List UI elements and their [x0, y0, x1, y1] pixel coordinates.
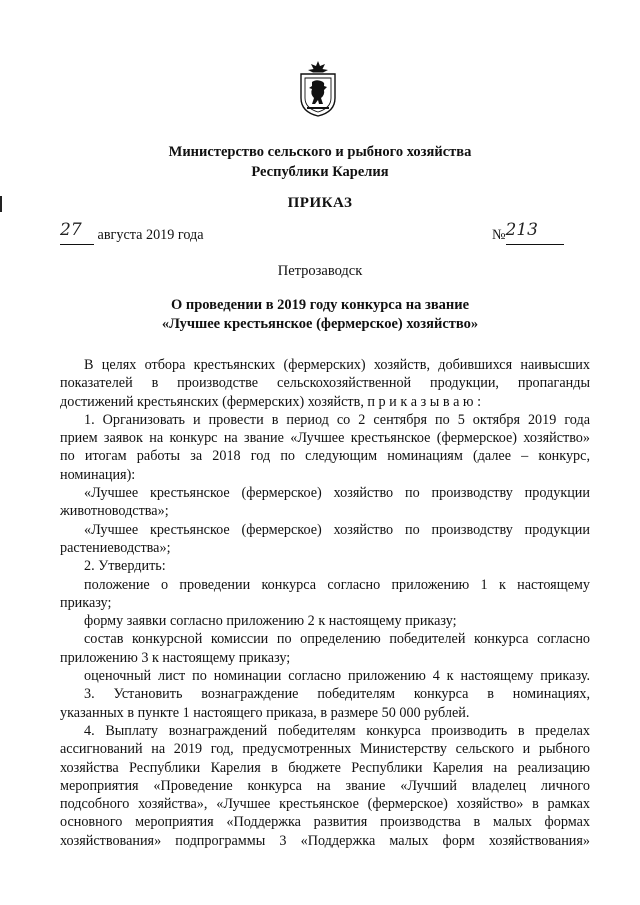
- body-line: подсобного хозяйства», «Лучшее крестьянское (фермерское) хозяйство» в рамках: [60, 796, 590, 813]
- body-line: показателей в производстве сельскохозяйственной продукции, пропаганды: [60, 375, 590, 392]
- body-line: «Лучшее крестьянское (фермерское) хозяйство по производству продукции: [84, 485, 590, 502]
- body-line: состав конкурсной комиссии по определению победителей конкурса согласно: [84, 631, 590, 648]
- body-line: хозяйствования» подпрограммы 3 «Поддержка малых форм хозяйствования»: [60, 832, 590, 849]
- order-number: [492, 220, 564, 245]
- ministry-name: [0, 142, 640, 182]
- number-sign: №: [492, 227, 506, 243]
- ministry-name-line1: Министерство сельского и рыбного хозяйства: [168, 144, 472, 160]
- body-line: 4. Выплату вознаграждений победителям конкурса производить в пределах: [84, 722, 590, 739]
- body-line: мероприятия «Проведение конкурса на звание «Лучший владелец личного: [60, 777, 590, 794]
- body-line: достижений крестьянских (фермерских) хозяйств, п р и к а з ы в а ю :: [60, 393, 482, 410]
- order-body: [60, 356, 590, 850]
- body-line: основного мероприятия «Поддержка развития производства в малых формах: [60, 814, 590, 831]
- body-line: приказу;: [60, 594, 112, 611]
- body-line: прием заявок на конкурс на звание «Лучшее крестьянское (фермерское) хозяйство»: [60, 430, 590, 447]
- body-line: приложению 3 к настоящему приказу;: [60, 649, 291, 666]
- subject-line2: «Лучшее крестьянское (фермерское) хозяйство»: [161, 316, 479, 332]
- body-line: номинация):: [60, 466, 136, 483]
- body-line: ассигнований на 2019 год, предусмотренных Министерству сельского и рыбного: [60, 741, 590, 758]
- order-date: [60, 220, 204, 245]
- ministry-name-line2: Республики Карелия: [251, 164, 389, 180]
- body-line: указанных в пункте 1 настоящего приказа, в размере 50 000 рублей.: [60, 704, 470, 721]
- body-line: 3. Установить вознаграждение победителям конкурса в номинациях,: [84, 686, 590, 703]
- subject-line1: О проведении в 2019 году конкурса на звание: [170, 297, 470, 313]
- body-line: хозяйства Республики Карелия в бюджете Республики Карелия на реализацию: [60, 759, 590, 776]
- number-field: [505, 220, 564, 245]
- date-month-year: августа 2019 года: [97, 227, 204, 243]
- body-line: растениеводства»;: [60, 539, 171, 556]
- body-line: по итогам работы за 2018 год по следующим номинациям (далее – конкурс,: [60, 448, 590, 465]
- body-line: форму заявки согласно приложению 2 к настоящему приказу;: [84, 613, 457, 630]
- order-subject: [0, 296, 640, 334]
- date-day-handwritten: 27: [60, 220, 82, 240]
- body-line: положение о проведении конкурса согласно приложению 1 к настоящему: [84, 576, 590, 593]
- body-line: оценочный лист по номинации согласно приложению 4 к настоящему приказу.: [84, 668, 590, 685]
- karelia-coat-of-arms-icon: [297, 60, 339, 118]
- body-line: «Лучшее крестьянское (фермерское) хозяйство по производству продукции: [84, 521, 590, 538]
- date-day-field: [60, 220, 94, 245]
- body-line: 2. Утвердить:: [84, 558, 166, 575]
- number-handwritten: 213: [505, 220, 538, 240]
- body-line: В целях отбора крестьянских (фермерских) хозяйств, добившихся наивысших: [84, 357, 590, 373]
- city: Петрозаводск: [277, 263, 363, 279]
- body-line: животноводства»;: [60, 503, 169, 520]
- body-line: 1. Организовать и провести в период со 2 сентября по 5 октября 2019 года: [84, 411, 590, 428]
- document-type: ПРИКАЗ: [287, 195, 353, 211]
